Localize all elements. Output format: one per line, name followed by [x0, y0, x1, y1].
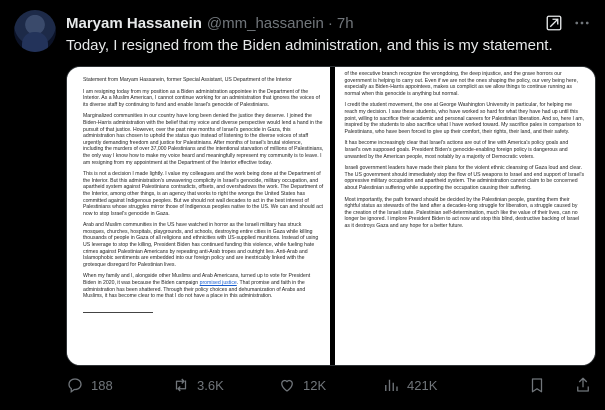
- more-icon[interactable]: [573, 14, 591, 32]
- promised-justice-link: promised justice: [199, 280, 237, 287]
- document-paragraph: [83, 273, 324, 299]
- document-page-left: [67, 67, 330, 365]
- like-count: 12K: [303, 377, 327, 393]
- document-paragraph: Marginalized communities in our country have long been denied the justice they deserve. I joined the Biden-Harris administration with the belief that my voice and diverse perspective would lend a hand in the pursuit of that justice. However, over the past nine months of Israel's genocide in Gaza, this administration has chosen to uphold the status quo instead of listening to the diverse voices of staff urgently demanding freedom and justice for Palestinians. After months of Israel's brutal violence, including the murders of over 37,000 Palestinians and the intentional starvation of millions of Palestinians, the only way I know how to make my voice heard and meaningfully represent my community is to leave. I am resigning from my appointment at the Department of the Interior effective today.: [83, 113, 324, 166]
- views-button[interactable]: [382, 376, 437, 394]
- timestamp[interactable]: 7h: [336, 14, 354, 32]
- document-heading: Statement from Maryam Hassanein, former Special Assistant, US Department of the Interior: [83, 77, 292, 83]
- statement-image[interactable]: [66, 66, 596, 366]
- author-handle[interactable]: @mm_hassanein: [206, 14, 324, 32]
- document-paragraph: Most importantly, the path forward should be decided by the Palestinian people, granting them their rightful status as stewards of the land after a decades-long struggle for liberation, a struggle caused by the creation of the Israeli state. Palestinian self-determination, much like the value of their lives, can no longer be ignored. I implore President Biden to act now and stop this blind, destructive backing of Israel as it destroys Gaza and any hope for a better future.: [344, 196, 580, 229]
- repost-icon: [172, 376, 190, 394]
- avatar[interactable]: [14, 10, 56, 52]
- paragraph-text: . That promise and faith in the administration has been shattered. Through their policy choices and dehumanization of Arabs and Muslims, it has become clear to me that I do not have a place in this administration.: [83, 280, 306, 300]
- view-count: 421K: [407, 377, 438, 393]
- paragraph-text: When my family and I, alongside other Muslims and Arab Americans, turned up to vote for President Biden in 2020, it was because the Biden campaign: [83, 273, 311, 287]
- share-button[interactable]: [574, 376, 599, 394]
- tweet-header: [66, 12, 545, 34]
- document-paragraph: This is not a decision I made lightly. I value my colleagues and the work being done at the Department of the Interior. But this administration's unwavering complicity in Israel's genocide, military occupation, and apartheid system against Palestinians contradicts, offsets, and overshadows the work. The Department of the Interior, among other things, is an agency that works to right the wrongs the United States has committed against Indigenous peoples. But we should not wall decades to act in the best interest of Palestinians whose struggles mirror those of Indigenous peoples native to the US. We can and should act now to stop Israel's genocide in Gaza.: [83, 171, 324, 217]
- heart-icon: [278, 376, 296, 394]
- reply-icon: [66, 376, 84, 394]
- reply-count: 188: [91, 377, 113, 393]
- tweet-text: Today, I resigned from the Biden administration, and this is my statement.: [66, 37, 553, 54]
- document-paragraph: Israeli government leaders have made their plans for the violent ethnic cleansing of Gaza loud and clear. The US government should immediately stop the flow of US weapons to Israel and end support of Israel's oppressive military occupation and apartheid system. The administration cannot claim to be concerned about Palestinian suffering while supporting the occupation causing their suffering.: [344, 165, 585, 191]
- views-icon: [382, 376, 400, 394]
- grok-icon[interactable]: [545, 14, 563, 32]
- document-paragraph: of the executive branch recognize the wrongdoing, the deep injustice, and the grave horrors our government is helping to carry out. Even if we are not the ones shaping the policy, our very being here, especially as Biden-Harris appointees, makes us complicit as we allow things to continue running as normal when this genocide is anything but normal.: [344, 71, 578, 97]
- document-page-right: [335, 67, 596, 365]
- action-bar: [66, 374, 596, 396]
- repost-button[interactable]: [172, 376, 224, 394]
- reply-button[interactable]: [66, 376, 113, 394]
- author-name[interactable]: Maryam Hassanein: [66, 14, 202, 32]
- document-paragraph: I am resigning today from my position as a Biden administration appointee in the Department of the Interior. As a Muslim American, I cannot continue working for an administration that ignores the voices of its diverse staff by continuing to fund and enable Israel's genocide of Palestinians.: [83, 88, 320, 108]
- bookmark-icon: [528, 376, 546, 394]
- separator-dot: ·: [327, 14, 333, 32]
- signature-line: [83, 312, 153, 313]
- document-paragraph: I credit the student movement, the one at George Washington University in particular, for helping me reach my decision. I saw these students, who have worked so hard for what they have had up until this point, willing to sacrifice their academic and personal careers for Palestinian liberation. And so, here I am, inspired by the students to also sacrifice what I have worked toward. My sacrifice pales in comparison to Palestinians, who have been forced to give up their comfort, their rights, their land, and their safety.: [344, 102, 584, 135]
- bookmark-button[interactable]: [528, 376, 553, 394]
- repost-count: 3.6K: [197, 377, 224, 393]
- document-paragraph: It has become increasingly clear that Israel's actions are out of line with America's policy goals and Israel's own supposed goals. President Biden's genocide-enabling foreign policy is dangerous and unwanted by the American people, most notably by a majority of Democratic voters.: [344, 140, 569, 160]
- like-button[interactable]: [278, 376, 326, 394]
- document-paragraph: Arab and Muslim communities in the US have watched in horror as the Israeli military has struck mosques, churches, hospitals, playgrounds, and schools, destroying entire cities in Gaza while killing thousands of people in Gaza of all religions and ethnicities with US-supplied munitions. Instead of using US leverage to stop the killing, President Biden has continued funding this violence, while fueling hate crimes against Palestinian Americans by repeating anti-Arab tropes and outright lies. Anti-Arab and Islamophobic sentiments are embedded into our foreign policy and are inextricably linked with the grotesque disregard for Palestinian lives.: [83, 222, 319, 268]
- share-icon: [574, 376, 592, 394]
